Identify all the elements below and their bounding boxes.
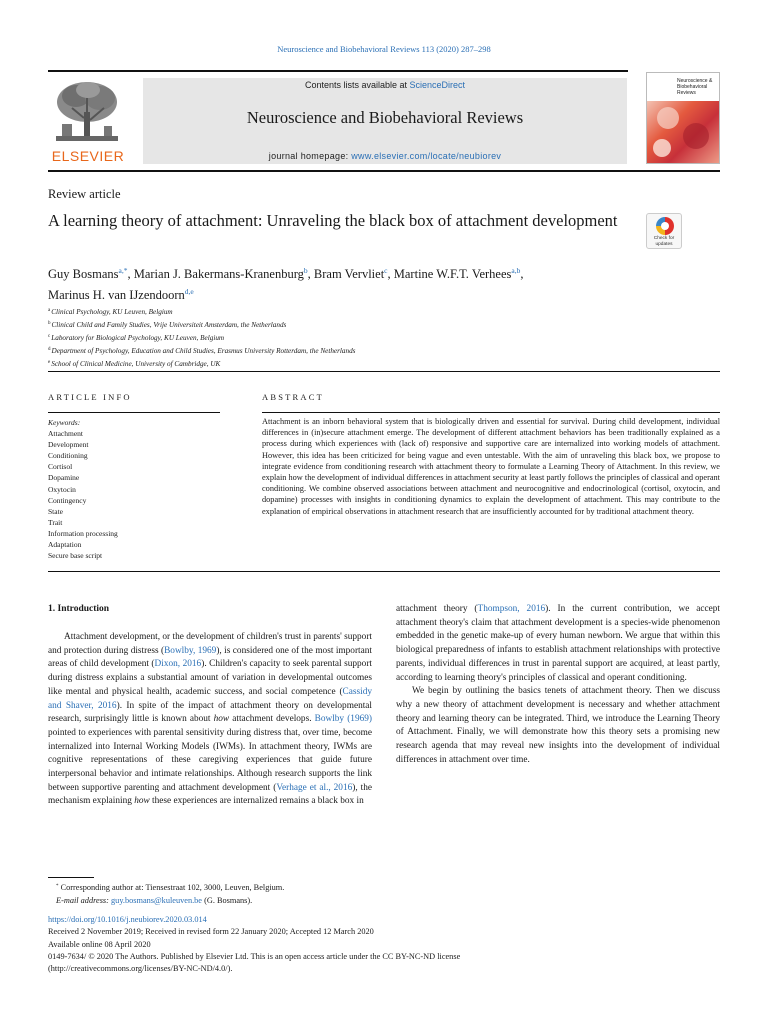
abstract-end-rule xyxy=(48,571,720,572)
affiliation-text: Clinical Child and Family Studies, Vrije Universiteit Amsterdam, the Netherlands xyxy=(51,321,287,329)
text-run: attachment theory ( xyxy=(396,604,478,614)
contents-prefix: Contents lists available at xyxy=(304,80,410,90)
author-separator: , xyxy=(307,267,314,281)
email-link[interactable]: guy.bosmans@kuleuven.be xyxy=(111,895,202,905)
affiliation-text: Laboratory for Biological Psychology, KU Leuven, Belgium xyxy=(51,334,225,342)
author-name[interactable]: Bram Vervliet xyxy=(313,267,385,281)
affiliation-text: Department of Psychology, Education and Child Studies, Erasmus University Rotterdam, the Netherlands xyxy=(51,347,356,355)
journal-reference[interactable]: Neuroscience and Biobehavioral Reviews 113 (2020) 287–298 xyxy=(277,44,491,54)
tree-icon xyxy=(48,78,126,148)
publisher-logo xyxy=(48,78,128,164)
affiliation-mark: c xyxy=(48,334,51,339)
affiliation-item xyxy=(48,331,718,344)
corresponding-author-footnote xyxy=(56,881,656,907)
keyword-item: Oxytocin xyxy=(48,484,76,494)
text-run: ). Children's capacity to seek parental support during distress explains a substantial amount of variation in developmental outcomes like mental and physical health, academic success, and social competence ( xyxy=(48,659,372,697)
author-name[interactable]: Marinus H. van IJzendoorn xyxy=(48,288,185,302)
article-type: Review article xyxy=(48,187,121,201)
text-run: ). In the current contribution, we accept attachment theory's claim that attachment development is a species-wide phenomenon embedded in the genetic make-up of every human newborn. We argue that within this biological preparedness of infants to establish attachment relationships with protective parents, individual differences in trust in parental support are acquired, at least partly, according to learning theory's principles of classical and operant conditioning. xyxy=(396,604,721,683)
affiliation-mark: d xyxy=(48,347,51,352)
keyword-item: Secure base script xyxy=(48,551,103,561)
corresponding-address xyxy=(56,881,656,895)
affiliation-text: Clinical Psychology, KU Leuven, Belgium xyxy=(51,308,173,316)
keyword-item: Contingency xyxy=(48,495,87,505)
text-run: ). In spite of the impact of attachment theory on developmental research, surprisingly little is known about xyxy=(48,700,373,725)
author-affiliation-mark[interactable]: b xyxy=(303,266,308,275)
citation-link[interactable]: Thompson, 2016 xyxy=(477,604,546,614)
keyword-item: Adaptation xyxy=(48,540,82,550)
affiliation-text: School of Clinical Medicine, University of Cambridge, UK xyxy=(51,360,221,368)
check-for-updates-button[interactable] xyxy=(646,213,682,249)
text-run: these experiences are internalized remains a black box in xyxy=(149,796,364,807)
citation-link[interactable]: Dixon, 2016 xyxy=(154,659,202,670)
journal-cover[interactable] xyxy=(646,72,720,164)
affiliation-item xyxy=(48,357,718,370)
body-paragraph: We begin by outlining the basics tenets of attachment theory. Then we discuss why a new theory of attachment development is necessary and whether attachment theory and learning theory can be integrated. Third, we introduce the Learning Theory of Attachment. Finally, we will demonstrate how this theory sets a promising new research agenda that may reveal new insights into the development of individual differences in attachment over time. xyxy=(396,686,720,765)
article-info-heading: ARTICLE INFO xyxy=(48,392,132,402)
emphasis-text: how xyxy=(134,796,150,807)
keyword-item: Attachment xyxy=(48,429,83,439)
publisher-wordmark: ELSEVIER xyxy=(51,148,125,164)
email-suffix: (G. Bosmans). xyxy=(202,895,253,905)
email-line xyxy=(56,895,656,908)
section-rule xyxy=(48,371,720,372)
emphasis-text: how xyxy=(213,714,230,725)
affiliation-item xyxy=(48,305,718,318)
crossmark-icon xyxy=(656,217,674,235)
author-affiliation-mark[interactable]: d,e xyxy=(184,287,194,296)
affiliation-mark: a xyxy=(48,308,51,313)
available-online: Available online 08 April 2020 xyxy=(48,939,151,949)
affiliation-mark: e xyxy=(48,360,51,365)
keyword-item: Development xyxy=(48,440,89,450)
citation-link[interactable]: Bowlby (1969) xyxy=(314,714,372,725)
sciencedirect-link[interactable]: ScienceDirect xyxy=(409,80,466,90)
license-url[interactable]: (http://creativecommons.org/licenses/BY-NC-ND/4.0/). xyxy=(48,964,233,974)
keyword-item: Cortisol xyxy=(48,462,73,472)
abstract-text: Attachment is an inborn behavioral system that is biologically driven and essential for survival. During child development, individual differences in (in)secure attachment emerge. The development of different attachment behaviors has been traditionally explained as a process during which experiences with (lack of) responsive and supportive care are internalized into working models of attachment. However, this idea has been criticized for being vague and even untestable. With the aim of unraveling this black box, we propose to integrate evidence from conditioning research with attachment theory to formulate a Learning Theory of Attachment. In this review, we explain how the development of individual differences in attachment security at least partly follows the principles of classical and operant conditioning. We combine observed associations between attachment and neurocognitive and endocrinological (cortisol, oxytocin, and dopamine) processes with insights in conditioning dynamics to explain the development of attachment. This may contribute to the explanation of empirical observations in attachment research that are insufficiently accounted for by traditional attachment theory. xyxy=(262,417,720,516)
journal-homepage-link[interactable]: www.elsevier.com/locate/neubiorev xyxy=(351,151,502,161)
keyword-item: Information processing xyxy=(48,528,118,538)
author-affiliation-mark[interactable]: a,b xyxy=(511,266,521,275)
body-paragraph xyxy=(396,603,720,685)
journal-masthead xyxy=(143,78,627,164)
introduction-heading: 1. Introduction xyxy=(48,604,110,614)
body-column-right xyxy=(396,603,720,767)
crossmark-label: Check for updates xyxy=(653,236,675,247)
abstract-rule xyxy=(262,412,720,413)
footnote-rule xyxy=(48,877,94,878)
author-name[interactable]: Guy Bosmans xyxy=(48,267,119,281)
article-title: A learning theory of attachment: Unraveling the black box of attachment development xyxy=(48,211,618,230)
author-affiliation-mark[interactable]: a,* xyxy=(118,266,128,275)
received-dates: Received 2 November 2019; Received in revised form 22 January 2020; Accepted 12 March 2020 xyxy=(48,927,374,937)
footnote-text: Corresponding author at: Tiensestraat 102, 3000, Leuven, Belgium. xyxy=(60,883,285,892)
keyword-item: Dopamine xyxy=(48,473,80,483)
affiliation-item xyxy=(48,344,718,357)
cover-title: Neuroscience & Biobehavioral Reviews xyxy=(677,78,713,96)
keywords-heading: Keywords: xyxy=(48,418,81,427)
text-run: ), is considered one of the most important areas of child development ( xyxy=(48,645,372,670)
affiliation-mark: b xyxy=(48,321,51,326)
doi-link[interactable]: https://doi.org/10.1016/j.neubiorev.2020.03.014 xyxy=(48,915,207,924)
author-separator: , xyxy=(520,267,524,281)
affiliation-list xyxy=(48,305,718,370)
affiliation-item xyxy=(48,318,718,331)
article-metadata xyxy=(48,914,720,975)
keyword-item: Trait xyxy=(48,517,63,527)
author-separator: , xyxy=(387,267,394,281)
author-affiliation-mark[interactable]: c xyxy=(384,266,388,275)
license-line: 0149-7634/ © 2020 The Authors. Published by Elsevier Ltd. This is an open access article under the CC BY-NC-ND license xyxy=(48,951,461,961)
contents-line xyxy=(143,80,627,90)
citation-link[interactable]: Bowlby, 1969 xyxy=(164,645,217,656)
footnote-mark: * xyxy=(56,884,59,889)
header-top-rule xyxy=(48,70,628,72)
author-name[interactable]: Martine W.F.T. Verhees xyxy=(393,267,512,281)
abstract-heading: ABSTRACT xyxy=(262,392,324,402)
body-column-left xyxy=(48,631,372,809)
citation-link[interactable]: Cassidy and Shaver, 2016 xyxy=(48,686,372,711)
text-run: pointed to experiences with parental sensitivity during distress that, over time, become internalized into Internal Working Models (IWMs). In attachment theory, IWMs are cognitive representations of these caregiving experiences that guide future interpersonal behavior and intimate relationships. Although research supports the link between supportive parenting and attachment development ( xyxy=(48,727,372,793)
header-bottom-rule xyxy=(48,170,720,172)
body-paragraph xyxy=(48,631,372,809)
keyword-item: Conditioning xyxy=(48,451,88,461)
email-label: E-mail address: xyxy=(56,895,109,905)
keywords-list xyxy=(48,417,223,561)
author-separator: , xyxy=(127,267,134,281)
journal-title: Neuroscience and Biobehavioral Reviews xyxy=(246,108,524,127)
text-run: Attachment development, or the development of children's trust in parents' support and protection during distress ( xyxy=(48,632,372,656)
author-list xyxy=(48,262,718,304)
homepage-line xyxy=(143,151,627,161)
text-run: ), the mechanism explaining xyxy=(48,782,372,807)
author-name[interactable]: Marian J. Bakermans-Kranenburg xyxy=(133,267,304,281)
article-info-rule xyxy=(48,412,220,413)
homepage-prefix: journal homepage: xyxy=(268,151,352,161)
text-run: attachment develops. xyxy=(229,714,315,725)
keyword-item: State xyxy=(48,506,63,516)
cover-artwork xyxy=(647,101,720,164)
citation-link[interactable]: Verhage et al., 2016 xyxy=(276,782,353,793)
